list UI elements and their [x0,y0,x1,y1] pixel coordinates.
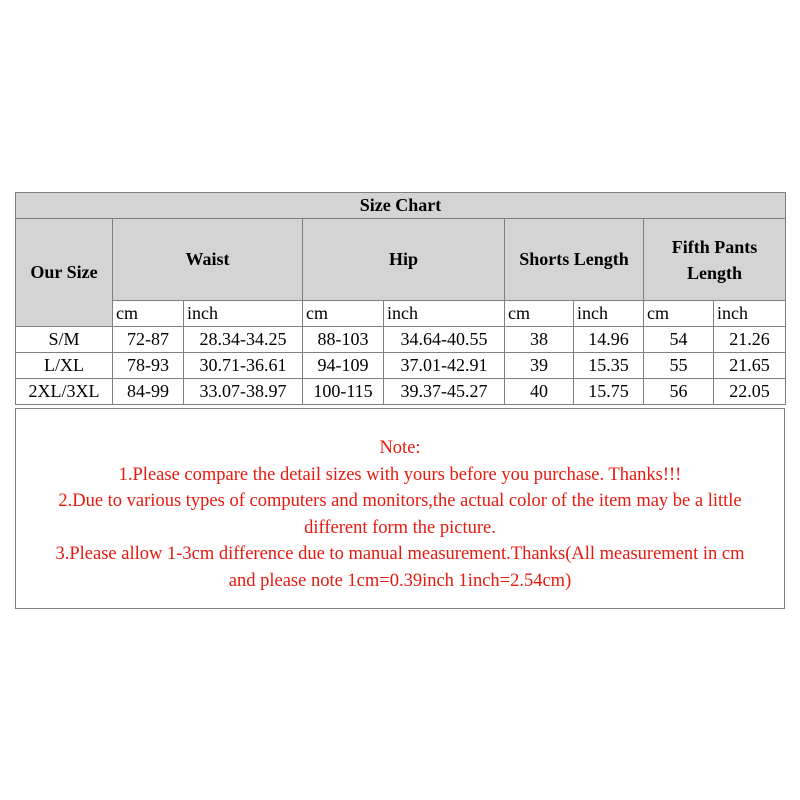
unit-hip-cm: cm [303,301,384,327]
note-line-2: 2.Due to various types of computers and monitors,the actual color of the item may be a little [58,491,742,511]
header-fifth-pants-length [644,219,786,301]
waist-inch: 28.34-34.25 [184,327,303,353]
pants-cm: 54 [644,327,714,353]
size-label: S/M [16,327,113,353]
unit-pants-cm: cm [644,301,714,327]
hip-inch: 37.01-42.91 [384,353,505,379]
shorts-inch: 14.96 [574,327,644,353]
header-shorts-length: Shorts Length [505,219,644,301]
pants-inch: 21.26 [714,327,786,353]
shorts-inch: 15.35 [574,353,644,379]
header-waist: Waist [113,219,303,301]
size-label: 2XL/3XL [16,379,113,405]
unit-waist-inch: inch [184,301,303,327]
shorts-inch: 15.75 [574,379,644,405]
unit-shorts-cm: cm [505,301,574,327]
note-text [16,435,784,594]
note-heading: Note: [379,438,421,458]
unit-hip-inch: inch [384,301,505,327]
table-row [16,379,786,405]
pants-cm: 55 [644,353,714,379]
note-line-3-cont: and please note 1cm=0.39inch 1inch=2.54cm) [228,570,572,591]
note-line-1: 1.Please compare the detail sizes with yours before you purchase. Thanks!!! [118,464,682,485]
table-title: Size Chart [16,193,786,219]
table-row [16,327,786,353]
unit-pants-inch: inch [714,301,786,327]
note-line-2-cont: different form the picture. [304,517,496,538]
waist-inch: 30.71-36.61 [184,353,303,379]
note-box [15,408,785,609]
header-fifth-pants-line1: Fifth Pants [671,236,758,257]
size-label: L/XL [16,353,113,379]
header-our-size: Our Size [16,219,113,327]
waist-inch: 33.07-38.97 [184,379,303,405]
header-fifth-pants-line2: Length [687,262,743,283]
pants-cm: 56 [644,379,714,405]
waist-cm: 78-93 [113,353,184,379]
unit-shorts-inch: inch [574,301,644,327]
shorts-cm: 38 [505,327,574,353]
unit-waist-cm: cm [113,301,184,327]
waist-cm: 72-87 [113,327,184,353]
size-chart-table [15,192,786,405]
table-row [16,353,786,379]
shorts-cm: 39 [505,353,574,379]
pants-inch: 22.05 [714,379,786,405]
hip-inch: 34.64-40.55 [384,327,505,353]
header-hip: Hip [303,219,505,301]
hip-inch: 39.37-45.27 [384,379,505,405]
note-line-3: 3.Please allow 1-3cm difference due to manual measurement.Thanks(All measurement in cm [55,544,745,564]
hip-cm: 100-115 [303,379,384,405]
shorts-cm: 40 [505,379,574,405]
waist-cm: 84-99 [113,379,184,405]
hip-cm: 94-109 [303,353,384,379]
hip-cm: 88-103 [303,327,384,353]
pants-inch: 21.65 [714,353,786,379]
